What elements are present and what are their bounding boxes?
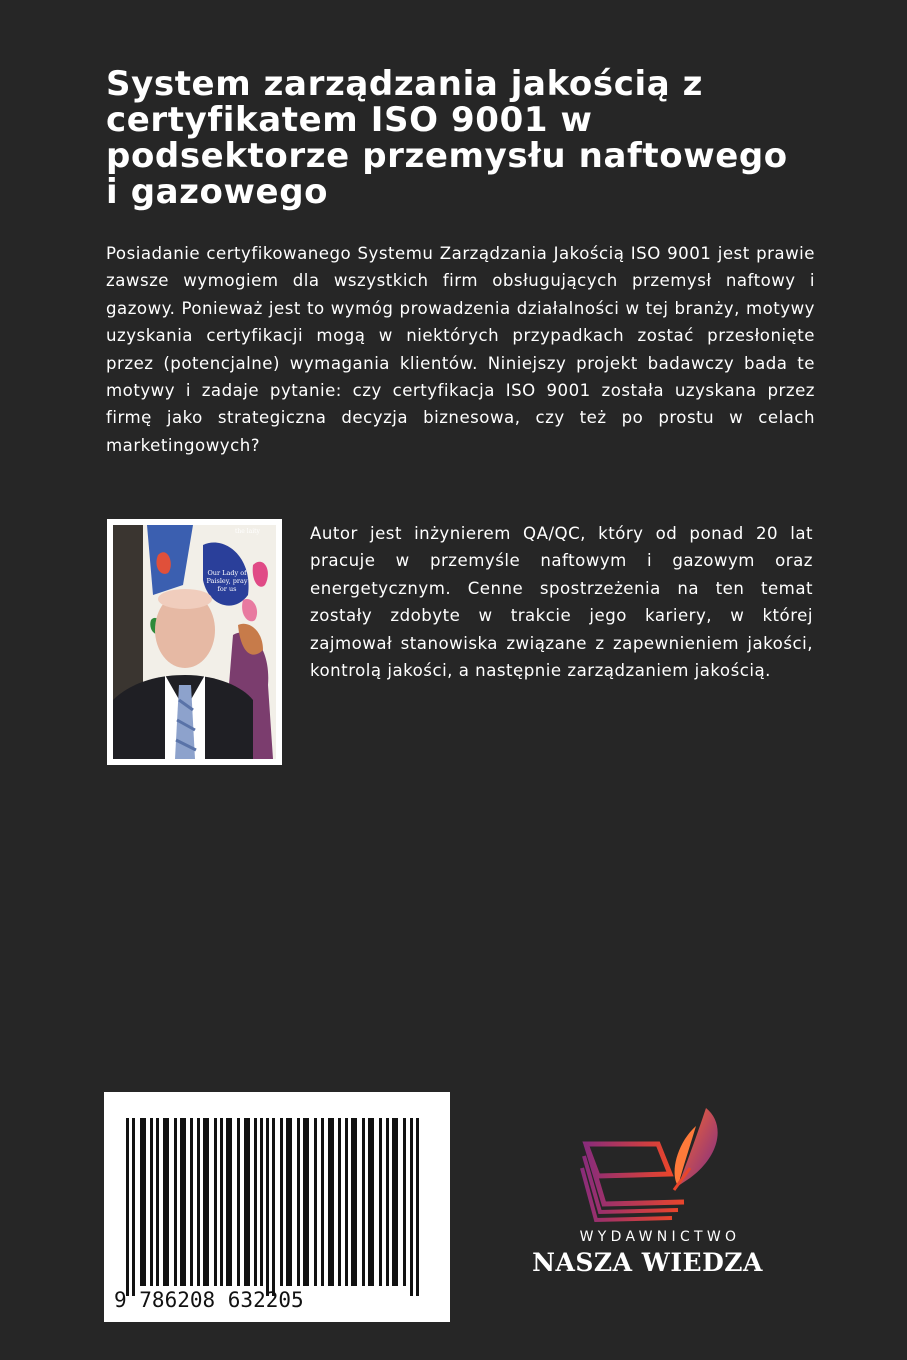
publisher-label: WYDAWNICTWO <box>579 1229 741 1245</box>
author-portrait-image <box>113 525 276 759</box>
author-bio: Autor jest inżynierem QA/QC, który od ponad 20 lat pracuje w przemyśle naftowym i gazowym oraz energetycznym. Cenne spostrzeżenia na ten temat zostały zdobyte w trakcie jego kariery, w której zajmował stanowiska związane z zapewnieniem jakości, kontrolą jakości, a następnie zarządzaniem jakością. <box>310 524 813 681</box>
author-photo <box>107 519 282 765</box>
isbn-digits: 9 786208 632205 <box>114 1288 304 1312</box>
isbn-barcode <box>104 1092 450 1322</box>
banner-text-top: the laity <box>235 528 260 535</box>
publisher-name: NASZA WIEDZA <box>532 1248 763 1277</box>
book-description: Posiadanie certyfikowanego Systemu Zarządzania Jakością ISO 9001 jest prawie zawsze wymogiem dla wszystkich firm obsługujących przemysł naftowy i gazowy. Ponieważ jest to wymóg prowadzenia działalności w tej branży, motywy uzyskania certyfikacji mogą w niektórych przypadkach zostać przesłonięte przez (potencjalne) wymagania klientów. Niniejszy projekt badawczy bada te motywy i zadaje pytanie: czy certyfikacja ISO 9001 została uzyskana przez firmę jako strategiczna decyzja biznesowa, czy też po prostu w celach marketingowych? <box>106 244 815 455</box>
publisher-logo-icon <box>578 1104 728 1228</box>
book-title: System zarządzania jakością z certyfikatem ISO 9001 w podsektorze przemysłu naftowego i gazowego <box>106 64 788 212</box>
banner-text: Our Lady of Paisley, pray for us <box>206 569 248 593</box>
